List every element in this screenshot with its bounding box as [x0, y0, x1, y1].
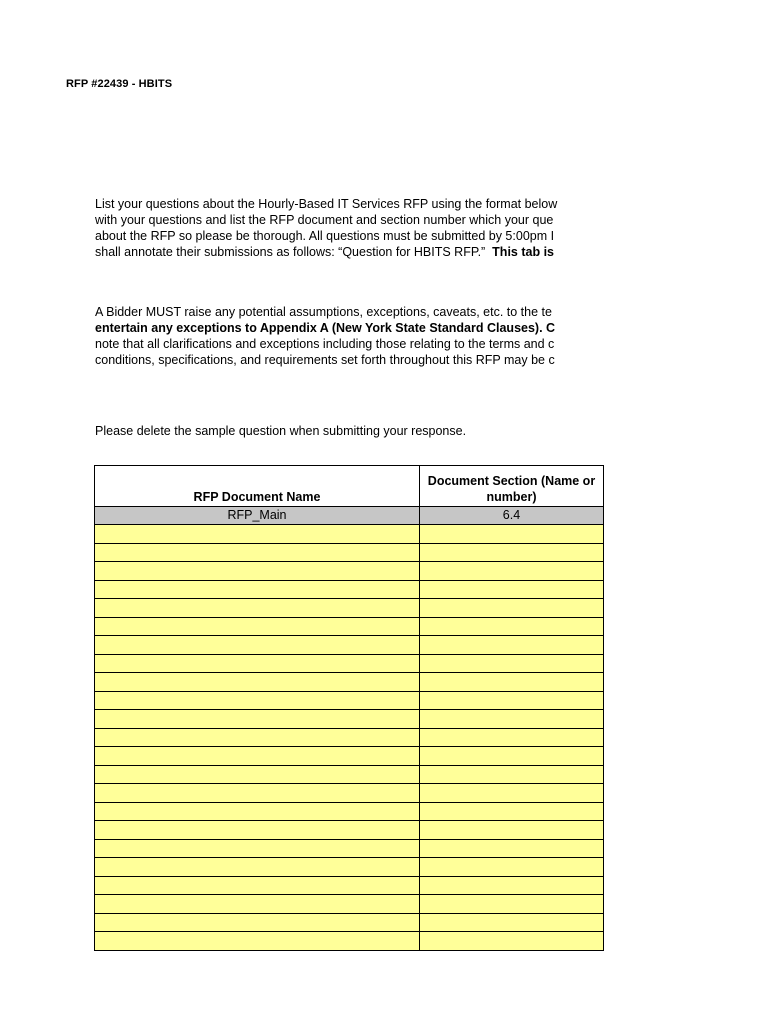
document-name-cell[interactable] — [95, 840, 420, 859]
document-section-cell[interactable] — [420, 655, 604, 674]
document-section-cell[interactable] — [420, 747, 604, 766]
table-header-row — [95, 466, 604, 507]
table-row — [95, 766, 604, 785]
document-section-cell[interactable] — [420, 618, 604, 637]
instructions-paragraph-1 — [95, 196, 603, 262]
table-row — [95, 618, 604, 637]
table-row — [95, 692, 604, 711]
table-row — [95, 803, 604, 822]
sample-document-section-cell[interactable]: 6.4 — [420, 507, 604, 525]
questions-table — [94, 465, 604, 951]
table-row — [95, 858, 604, 877]
table-row — [95, 877, 604, 896]
document-section-cell[interactable] — [420, 932, 604, 951]
table-row — [95, 636, 604, 655]
table-row — [95, 525, 604, 544]
document-name-cell[interactable] — [95, 599, 420, 618]
document-section-cell[interactable] — [420, 784, 604, 803]
empty-rows-container — [95, 525, 604, 951]
exceptions-line-bold: entertain any exceptions to Appendix A (New York State Standard Clauses). C — [95, 321, 556, 335]
document-name-cell[interactable] — [95, 544, 420, 563]
document-name-cell[interactable] — [95, 914, 420, 933]
document-name-cell[interactable] — [95, 821, 420, 840]
table-row — [95, 599, 604, 618]
document-section-cell[interactable] — [420, 692, 604, 711]
document-section-cell[interactable] — [420, 673, 604, 692]
document-section-cell[interactable] — [420, 803, 604, 822]
document-section-cell[interactable] — [420, 599, 604, 618]
document-name-cell[interactable] — [95, 636, 420, 655]
document-section-cell[interactable] — [420, 525, 604, 544]
table-row — [95, 673, 604, 692]
document-name-cell[interactable] — [95, 710, 420, 729]
table-row — [95, 544, 604, 563]
table-row — [95, 747, 604, 766]
document-name-cell[interactable] — [95, 766, 420, 785]
table-row — [95, 784, 604, 803]
table-row — [95, 821, 604, 840]
document-name-cell[interactable] — [95, 673, 420, 692]
exceptions-line: A Bidder MUST raise any potential assumptions, exceptions, caveats, etc. to the te — [95, 305, 552, 319]
document-section-cell[interactable] — [420, 544, 604, 563]
document-name-cell[interactable] — [95, 655, 420, 674]
document-section-cell[interactable] — [420, 914, 604, 933]
document-name-cell[interactable] — [95, 562, 420, 581]
sample-question-row — [95, 507, 604, 525]
document-name-cell[interactable] — [95, 877, 420, 896]
document-name-cell[interactable] — [95, 525, 420, 544]
document-section-cell[interactable] — [420, 821, 604, 840]
instruction-line — [95, 244, 603, 260]
document-name-cell[interactable] — [95, 581, 420, 600]
table-row — [95, 581, 604, 600]
sample-document-name-cell[interactable]: RFP_Main — [95, 507, 420, 525]
document-section-cell[interactable] — [420, 840, 604, 859]
instruction-bold-text: This tab is — [492, 245, 554, 259]
column-header-document-name: RFP Document Name — [95, 466, 420, 507]
document-section-cell[interactable] — [420, 729, 604, 748]
document-name-cell[interactable] — [95, 729, 420, 748]
exceptions-line: note that all clarifications and exceptions including those relating to the terms and c — [95, 337, 555, 351]
document-name-cell[interactable] — [95, 895, 420, 914]
instruction-line: with your questions and list the RFP document and section number which your que — [95, 213, 554, 227]
document-section-cell[interactable] — [420, 636, 604, 655]
instruction-text: shall annotate their submissions as follows: “Question for HBITS RFP.” — [95, 245, 486, 259]
table-row — [95, 710, 604, 729]
instructions-paragraph-3: Please delete the sample question when submitting your response. — [95, 424, 467, 438]
document-section-cell[interactable] — [420, 895, 604, 914]
table-row — [95, 562, 604, 581]
exceptions-line: conditions, specifications, and requirements set forth throughout this RFP may be c — [95, 353, 555, 367]
document-name-cell[interactable] — [95, 618, 420, 637]
document-name-cell[interactable] — [95, 858, 420, 877]
document-name-cell[interactable] — [95, 803, 420, 822]
instructions-paragraph-2 — [95, 304, 603, 370]
document-name-cell[interactable] — [95, 692, 420, 711]
document-section-cell[interactable] — [420, 562, 604, 581]
table-row — [95, 914, 604, 933]
table-row — [95, 840, 604, 859]
document-section-cell[interactable] — [420, 766, 604, 785]
document-section-cell[interactable] — [420, 710, 604, 729]
instruction-line: List your questions about the Hourly-Based IT Services RFP using the format below — [95, 197, 558, 211]
document-title: RFP #22439 - HBITS — [66, 78, 173, 90]
table-row — [95, 655, 604, 674]
document-name-cell[interactable] — [95, 784, 420, 803]
instruction-line: about the RFP so please be thorough. All questions must be submitted by 5:00pm I — [95, 229, 555, 243]
document-name-cell[interactable] — [95, 932, 420, 951]
document-name-cell[interactable] — [95, 747, 420, 766]
document-section-cell[interactable] — [420, 858, 604, 877]
document-section-cell[interactable] — [420, 581, 604, 600]
table-row — [95, 932, 604, 951]
table-row — [95, 895, 604, 914]
column-header-document-section: Document Section (Name or number) — [420, 466, 604, 507]
table-row — [95, 729, 604, 748]
document-section-cell[interactable] — [420, 877, 604, 896]
